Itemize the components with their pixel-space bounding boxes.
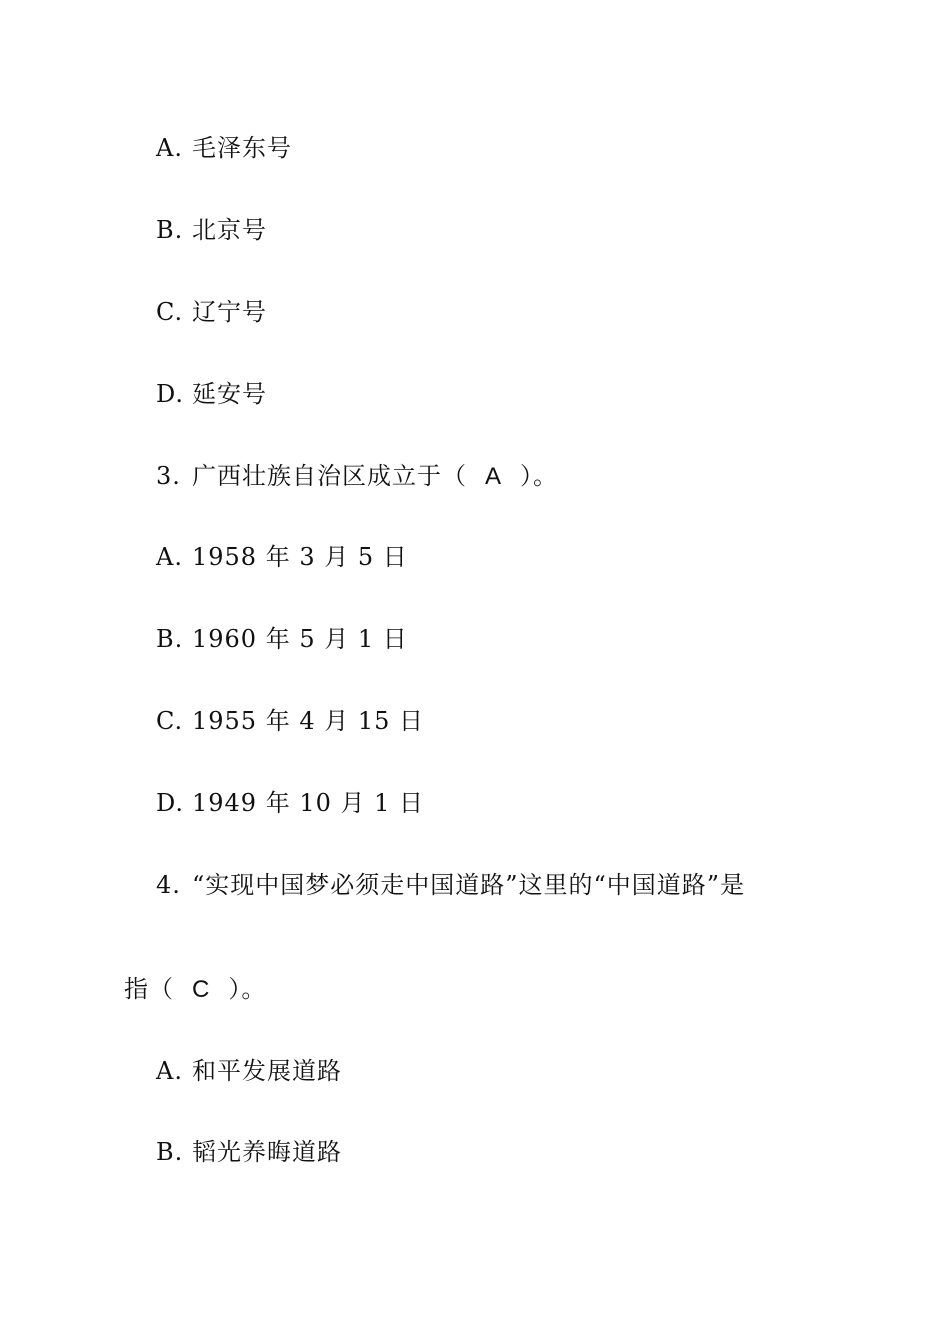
option-marker: B.	[156, 216, 184, 244]
option-text: 1960 年 5 月 1 日	[192, 625, 408, 653]
option-marker: A.	[156, 543, 183, 571]
q3-option-b	[156, 624, 408, 654]
answer-letter: C	[192, 976, 211, 1003]
option-text: 1955 年 4 月 15 日	[192, 707, 425, 735]
question-end: ）。	[228, 975, 267, 1003]
q4-option-b	[156, 1137, 342, 1167]
option-marker: C.	[156, 298, 184, 326]
question-stem: 广西壮族自治区成立于（	[192, 462, 467, 490]
question-3	[156, 461, 558, 492]
q4-option-a	[156, 1056, 342, 1086]
option-text: 和平发展道路	[192, 1057, 342, 1085]
question-4-line-1	[156, 870, 745, 900]
option-text: 延安号	[192, 380, 267, 408]
option-text: 1949 年 10 月 1 日	[192, 789, 425, 817]
option-marker: A.	[156, 1057, 183, 1085]
answer-letter: A	[485, 463, 503, 490]
option-marker: B.	[156, 1138, 184, 1166]
option-marker: B.	[156, 625, 184, 653]
question-number: 3.	[156, 462, 181, 490]
option-text: 北京号	[192, 216, 267, 244]
q3-option-a	[156, 542, 408, 572]
option-marker: D.	[156, 380, 185, 408]
option-marker: D.	[156, 789, 185, 817]
option-text: 毛泽东号	[192, 134, 292, 162]
question-stem: “实现中国梦必须走中国道路”这里的“中国道路”是	[192, 871, 746, 899]
q2-option-a	[156, 133, 292, 163]
q3-option-d	[156, 788, 424, 818]
option-text: 1958 年 3 月 5 日	[192, 543, 408, 571]
question-number: 4.	[156, 871, 181, 899]
option-text: 辽宁号	[192, 298, 267, 326]
option-text: 韬光养晦道路	[192, 1138, 342, 1166]
q2-option-b	[156, 215, 267, 245]
q2-option-c	[156, 297, 267, 327]
option-marker: C.	[156, 707, 184, 735]
option-marker: A.	[156, 134, 183, 162]
q3-option-c	[156, 706, 424, 736]
question-stem-continued: 指（	[124, 975, 174, 1003]
q2-option-d	[156, 379, 267, 409]
question-4-line-2	[124, 974, 266, 1005]
question-end: ）。	[520, 462, 559, 490]
